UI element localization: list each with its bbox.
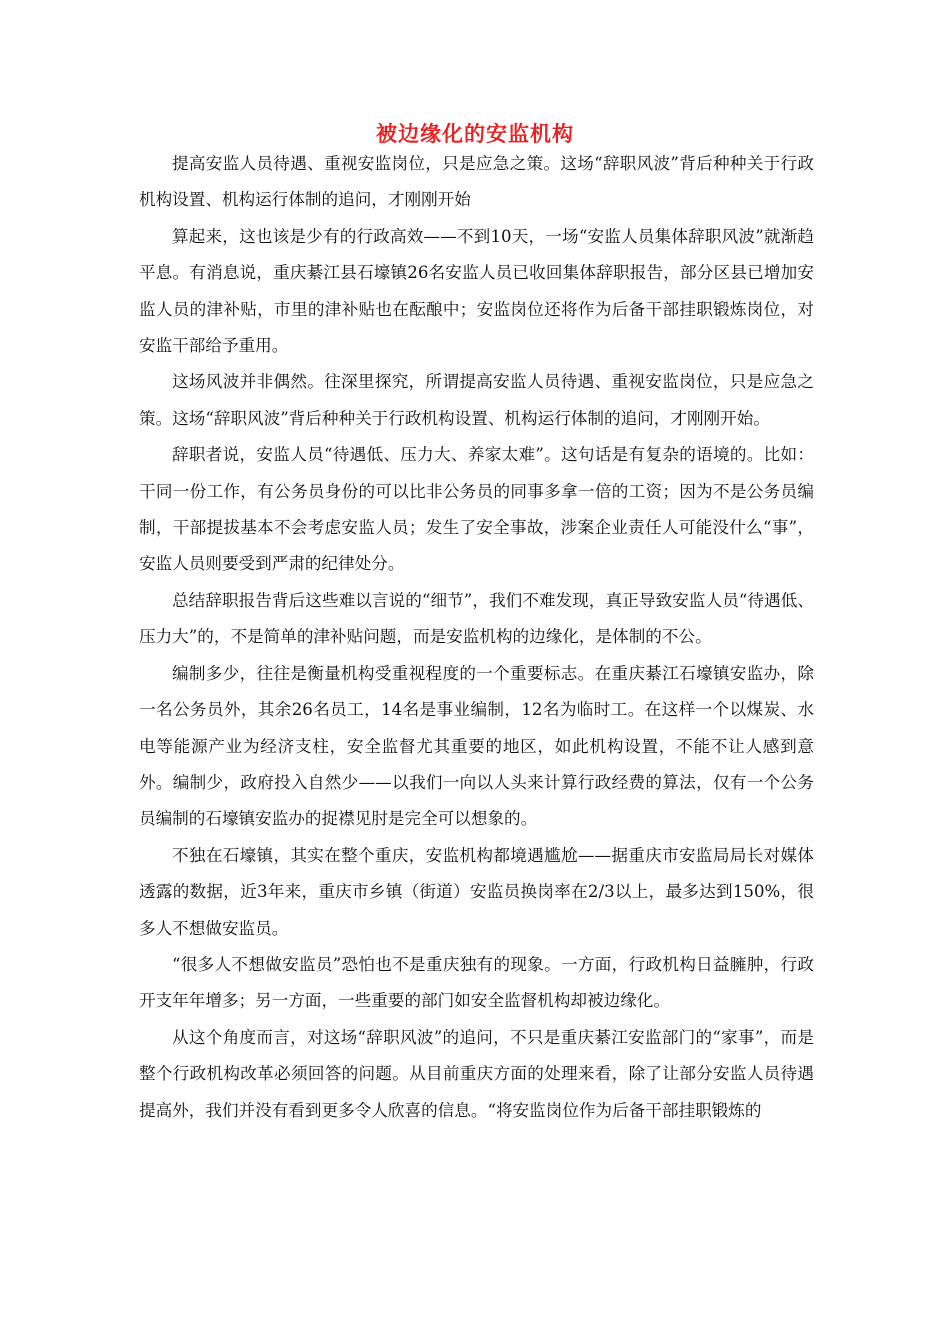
paragraph: 编制多少，往往是衡量机构受重视程度的一个重要标志。在重庆綦江石壕镇安监办，除一名公务员外，其余26名员工，14名是事业编制，12名为临时工。在这样一个以煤炭、水电等能源产业为经济支柱，安全监督尤其重要的地区，如此机构设置，不能不让人感到意外。编制少，政府投入自然少——以我们一向以人头来计算行政经费的算法，仅有一个公务员编制的石壕镇安监办的捉襟见肘是完全可以想象的。	[139, 663, 814, 829]
paragraph: 辞职者说，安监人员“待遇低、压力大、养家太难”。这句话是有复杂的语境的。比如：干同一份工作，有公务员身份的可以比非公务员的同事多拿一倍的工资；因为不是公务员编制，干部提拔基本不会考虑安监人员；发生了安全事故，涉案企业责任人可能没什么“事”，安监人员则要受到严肃的纪律处分。	[139, 445, 814, 574]
paragraph: 从这个角度而言，对这场“辞职风波”的追问，不只是重庆綦江安监部门的“家事”，而是整个行政机构改革必须回答的问题。从目前重庆方面的处理来看，除了让部分安监人员待遇提高外，我们并没有看到更多令人欣喜的信息。“将安监岗位作为后备干部挂职锻炼的	[139, 1027, 814, 1120]
paragraph: 这场风波并非偶然。往深里探究，所谓提高安监人员待遇、重视安监岗位，只是应急之策。这场“辞职风波”背后种种关于行政机构设置、机构运行体制的追问，才刚刚开始。	[139, 372, 814, 428]
paragraph: 提高安监人员待遇、重视安监岗位，只是应急之策。这场“辞职风波”背后种种关于行政机构设置、机构运行体制的追问，才刚刚开始	[139, 154, 814, 210]
article-body	[139, 146, 814, 1129]
paragraph: “很多人不想做安监员”恐怕也不是重庆独有的现象。一方面，行政机构日益臃肿，行政开支年年增多；另一方面，一些重要的部门如安全监督机构却被边缘化。	[139, 954, 814, 1011]
paragraph: 算起来，这也该是少有的行政高效——不到10天，一场“安监人员集体辞职风波”就渐趋平息。有消息说，重庆綦江县石壕镇26名安监人员已收回集体辞职报告，部分区县已增加安监人员的津补贴，市里的津补贴也在酝酿中；安监岗位还将作为后备干部挂职锻炼岗位，对安监干部给予重用。	[139, 226, 814, 356]
paragraph: 总结辞职报告背后这些难以言说的“细节”，我们不难发现，真正导致安监人员“待遇低、压力大”的，不是简单的津补贴问题，而是安监机构的边缘化，是体制的不公。	[139, 590, 814, 647]
article-title: 被边缘化的安监机构	[376, 121, 574, 146]
paragraph: 不独在石壕镇，其实在整个重庆，安监机构都境遇尴尬——据重庆市安监局局长对媒体透露的数据，近3年来，重庆市乡镇（街道）安监员换岗率在2/3以上，最多达到150%，很多人不想做安监员。	[139, 845, 814, 938]
